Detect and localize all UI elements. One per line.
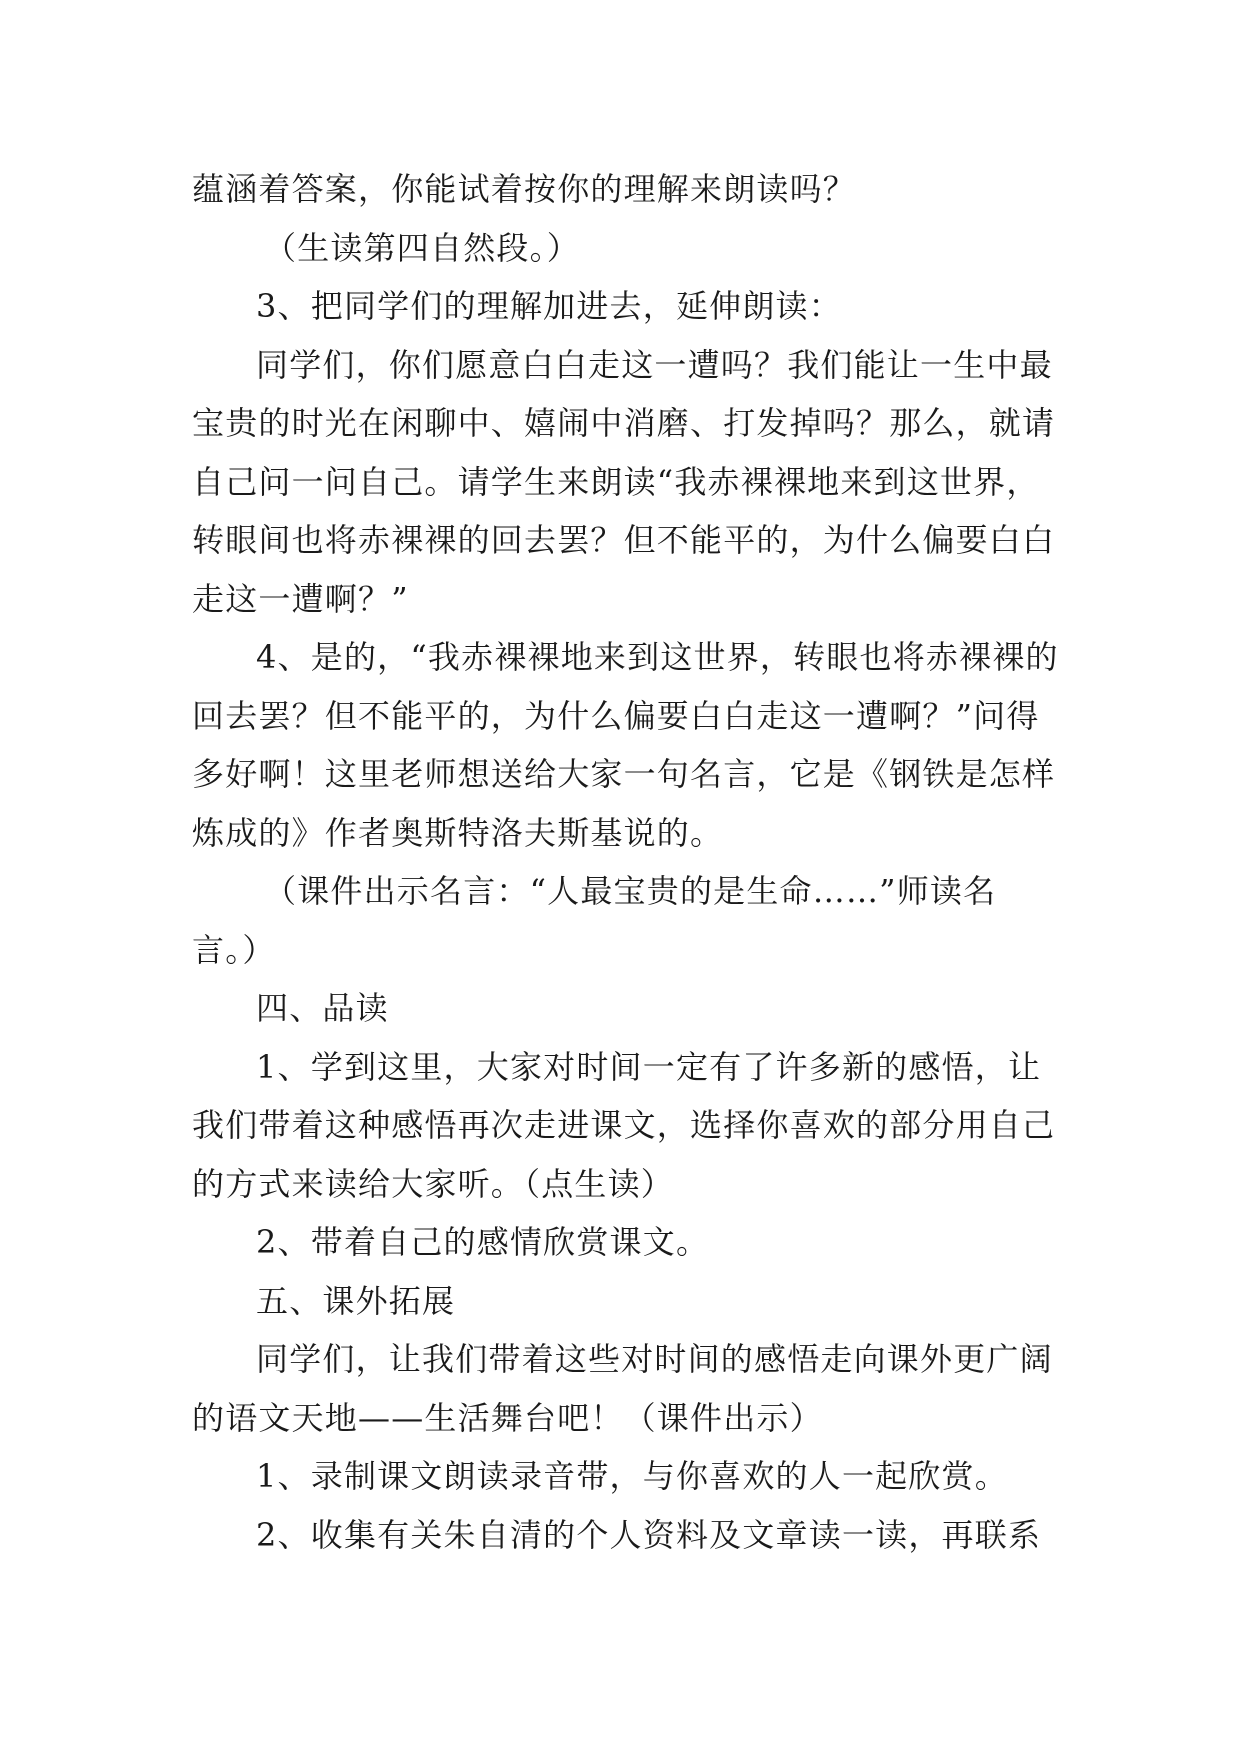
text-line: 回去罢？但不能平的，为什么偏要白白走这一遭啊？”问得 xyxy=(192,696,1040,735)
text-line: 1、学到这里，大家对时间一定有了许多新的感悟，让 xyxy=(256,1047,1042,1086)
text-line: 的语文天地——生活舞台吧！（课件出示） xyxy=(192,1398,823,1437)
section-heading: 五、课外拓展 xyxy=(256,1281,456,1320)
text-line: 1、录制课文朗读录音带，与你喜欢的人一起欣赏。 xyxy=(256,1457,1008,1495)
text-line: 走这一遭啊？” xyxy=(192,579,409,618)
text-line: 蕴涵着答案，你能试着按你的理解来朗读吗？ xyxy=(192,170,857,208)
text-line: 的方式来读给大家听。（点生读） xyxy=(192,1164,675,1203)
text-line: 转眼间也将赤裸裸的回去罢？但不能平的，为什么偏要白白 xyxy=(192,521,1056,559)
text-line: 同学们，你们愿意白白走这一遭吗？我们能让一生中最 xyxy=(256,345,1053,384)
text-line: 我们带着这种感悟再次走进课文，选择你喜欢的部分用自己 xyxy=(192,1106,1056,1144)
text-line: （课件出示名言：“人最宝贵的是生命……”师读名 xyxy=(264,872,997,910)
section-heading: 四、品读 xyxy=(256,989,389,1027)
text-line: 2、带着自己的感情欣赏课文。 xyxy=(256,1223,710,1261)
document-body xyxy=(192,160,1059,1564)
text-line: 2、收集有关朱自清的个人资料及文章读一读，再联系 xyxy=(256,1515,1042,1554)
text-line: 言。） xyxy=(192,930,276,969)
text-line: 宝贵的时光在闲聊中、嬉闹中消磨、打发掉吗？那么，就请 xyxy=(192,404,1056,442)
text-line: 4、是的，“我赤裸裸地来到这世界，转眼也将赤裸裸的 xyxy=(256,638,1059,676)
text-line: 炼成的》作者奥斯特洛夫斯基说的。 xyxy=(192,813,724,852)
text-line: 自己问一问自己。请学生来朗读“我赤裸裸地来到这世界， xyxy=(192,462,1040,501)
text-line: （生读第四自然段。） xyxy=(264,228,581,267)
text-line: 多好啊！这里老师想送给大家一句名言，它是《钢铁是怎样 xyxy=(192,755,1056,793)
text-line: 同学们，让我们带着这些对时间的感悟走向课外更广阔 xyxy=(256,1340,1053,1378)
text-line: 3、把同学们的理解加进去，延伸朗读： xyxy=(256,287,842,325)
